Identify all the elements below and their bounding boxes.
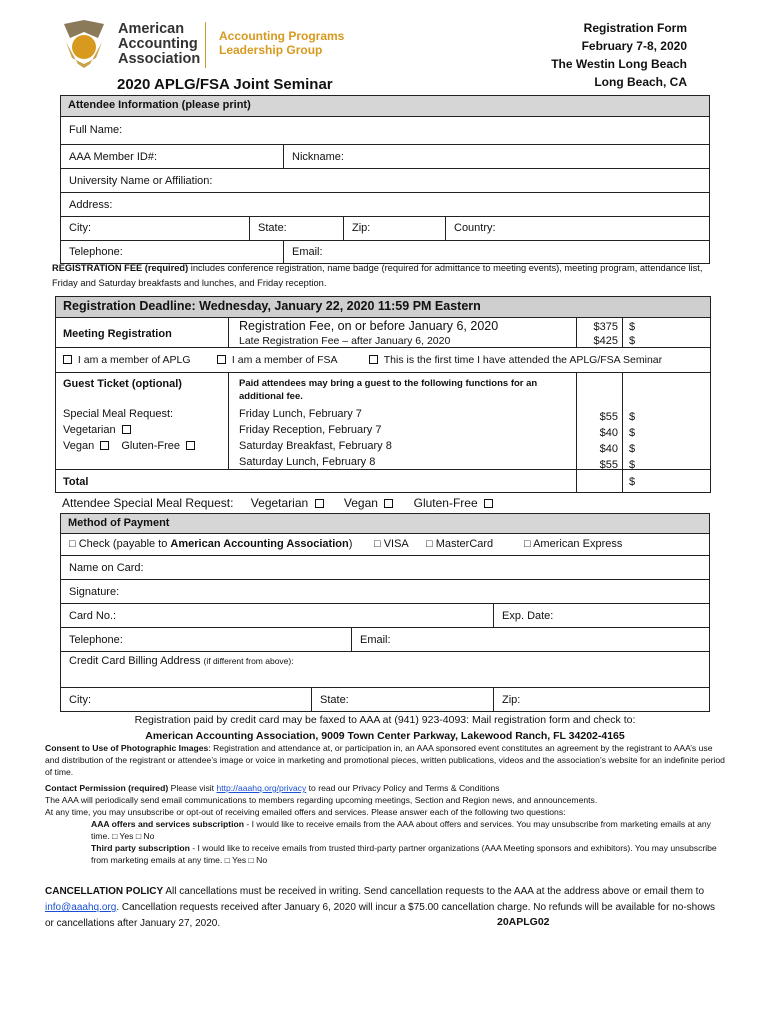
- payment-email-field[interactable]: Email:: [351, 628, 709, 651]
- payment-section-title: Method of Payment: [61, 514, 709, 533]
- event-dollar-input[interactable]: $: [629, 443, 636, 455]
- registration-box: [55, 296, 711, 493]
- aplg-wordmark: Accounting Programs Leadership Group: [219, 29, 345, 57]
- billing-address-field[interactable]: Credit Card Billing Address (if different from above):: [69, 655, 294, 667]
- special-meal-label: Special Meal Request:: [63, 408, 174, 420]
- attendee-section-title: Attendee Information (please print): [61, 96, 709, 116]
- member-id-field[interactable]: AAA Member ID#:: [69, 151, 158, 163]
- university-field[interactable]: University Name or Affiliation:: [69, 175, 213, 187]
- card-number-field[interactable]: Card No.:: [69, 610, 117, 622]
- aplg-member-checkbox[interactable]: [63, 355, 72, 364]
- telephone-field[interactable]: Telephone:: [69, 246, 123, 258]
- amex-option[interactable]: □ American Express: [524, 538, 623, 550]
- guest-gluten-free-checkbox[interactable]: [186, 441, 195, 450]
- event-name: Friday Reception, February 7: [239, 424, 382, 436]
- attendee-meal-label: Attendee Special Meal Request:: [62, 496, 234, 510]
- aaa-logo-icon: [58, 18, 110, 70]
- fsa-member-label: I am a member of FSA: [231, 354, 338, 366]
- event-price: $55: [599, 411, 618, 423]
- full-name-field[interactable]: Full Name:: [69, 124, 123, 136]
- signature-field[interactable]: Signature:: [69, 586, 120, 598]
- event-price: $40: [599, 427, 618, 439]
- fsa-member-checkbox[interactable]: [217, 355, 226, 364]
- billing-zip-field[interactable]: Zip:: [493, 688, 709, 711]
- event-dollar-inputs: [629, 409, 635, 473]
- event-dollar-input[interactable]: $: [629, 459, 636, 471]
- info-email-link[interactable]: info@aaahq.org: [45, 902, 117, 913]
- check-option[interactable]: □ Check (payable to American Accounting Association): [69, 538, 353, 550]
- attendee-vegan-checkbox[interactable]: [384, 499, 393, 508]
- total-row: [56, 469, 710, 492]
- first-time-checkbox[interactable]: [369, 355, 378, 364]
- event-price: $55: [599, 459, 618, 471]
- guest-vegan-checkbox[interactable]: [100, 441, 109, 450]
- visa-option[interactable]: □ VISA: [374, 538, 409, 550]
- billing-state-field[interactable]: State:: [311, 688, 493, 711]
- event-dollar-input[interactable]: $: [629, 427, 636, 439]
- dollar-late-input[interactable]: $: [629, 335, 636, 347]
- attendee-info-table: [60, 95, 710, 264]
- amount-late: $425: [593, 335, 618, 347]
- name-on-card-field[interactable]: Name on Card:: [69, 562, 144, 574]
- cancellation-policy: CANCELLATION POLICY All cancellations must be received in writing. Send cancellation requests to the AAA at the address above or email them to info@aaahq.org. Cancellation requests received after January 6, 2020 will incur a $75.00 cancellation charge. No refunds will be available for no-shows or cancellations after January 27, 2020.: [45, 886, 715, 929]
- event-price: $40: [599, 443, 618, 455]
- state-field[interactable]: State:: [249, 217, 343, 240]
- attendee-vegetarian-checkbox[interactable]: [315, 499, 324, 508]
- zip-field[interactable]: Zip:: [343, 217, 445, 240]
- form-code: 20APLG02: [497, 916, 550, 928]
- event-info: [551, 19, 687, 91]
- guest-note: Paid attendees may bring a guest to the following functions for an additional fee.: [239, 378, 538, 402]
- membership-row: [56, 347, 710, 369]
- exp-date-field[interactable]: Exp. Date:: [493, 604, 709, 627]
- nickname-field[interactable]: Nickname:: [283, 145, 709, 168]
- payment-table: [60, 513, 710, 712]
- guest-ticket-block: [56, 372, 710, 469]
- photo-consent: Consent to Use of Photographic Images: Registration and attendance at, or participation in, an AAA sponsored event constitutes an agreement by the registrant to AAA’s use and distribution of the registrant or attendee’s image or voice in marketing and promotional pieces, written publications, videos and the association’s website for an indefinite period of time.: [45, 743, 725, 777]
- event-dates: February 7-8, 2020: [581, 39, 687, 53]
- seminar-title: 2020 APLG/FSA Joint Seminar: [117, 76, 333, 93]
- guest-vegetarian-checkbox[interactable]: [122, 425, 131, 434]
- event-name: Friday Lunch, February 7: [239, 408, 362, 420]
- registration-fee-note: REGISTRATION FEE (required) includes conference registration, name badge (required for admittance to meeting events), meeting program, attendance list, Friday and Saturday breakfasts and lunches, and Friday reception.: [52, 263, 703, 288]
- fee-early-label: Registration Fee, on or before January 6, 2020: [239, 319, 499, 333]
- aplg-member-label: I am a member of APLG: [77, 354, 191, 366]
- mastercard-option[interactable]: □ MasterCard: [426, 538, 494, 550]
- fax-line: Registration paid by credit card may be faxed to AAA at (941) 923-4093: Mail registration form and check to:: [134, 714, 636, 726]
- dollar-early-input[interactable]: $: [629, 321, 636, 333]
- guest-vegetarian-label: Vegetarian: [63, 424, 116, 436]
- first-time-label: This is the first time I have attended the APLG/FSA Seminar: [383, 354, 663, 366]
- address-field[interactable]: Address:: [69, 199, 113, 211]
- event-venue: The Westin Long Beach: [551, 57, 687, 71]
- country-field[interactable]: Country:: [445, 217, 709, 240]
- privacy-link[interactable]: http://aaahq.org/privacy: [216, 783, 307, 793]
- event-prices: [578, 409, 618, 473]
- attendee-gluten-free-checkbox[interactable]: [484, 499, 493, 508]
- payment-telephone-field[interactable]: Telephone:: [69, 634, 123, 646]
- billing-city-field[interactable]: City:: [69, 694, 91, 706]
- mail-address: American Accounting Association, 9009 Town Center Parkway, Lakewood Ranch, FL 34202-4165: [145, 730, 625, 742]
- city-field[interactable]: City:: [69, 222, 91, 234]
- meeting-registration-label: Meeting Registration: [63, 328, 172, 340]
- amount-early: $375: [593, 321, 618, 333]
- fax-mail-info: [0, 712, 770, 744]
- event-dollar-input[interactable]: $: [629, 411, 636, 423]
- event-name: Saturday Breakfast, February 8: [239, 440, 392, 452]
- guest-ticket-label: Guest Ticket (optional): [63, 378, 182, 390]
- event-city: Long Beach, CA: [594, 75, 687, 89]
- event-list: [239, 406, 392, 470]
- attendee-vegan-label: Vegan: [343, 496, 378, 510]
- attendee-gluten-free-label: Gluten-Free: [413, 496, 478, 510]
- email-field[interactable]: Email:: [283, 241, 709, 263]
- attendee-meal-row: [62, 496, 496, 510]
- guest-gluten-free-label: Gluten-Free: [121, 440, 181, 452]
- attendee-vegetarian-label: Vegetarian: [250, 496, 309, 510]
- aaa-wordmark: American Accounting Association: [118, 21, 201, 67]
- registration-deadline: Registration Deadline: Wednesday, January 22, 2020 11:59 PM Eastern: [56, 297, 710, 317]
- event-name: Saturday Lunch, February 8: [239, 456, 376, 468]
- total-dollar-input[interactable]: $: [629, 476, 636, 488]
- logo-divider: [205, 22, 206, 68]
- form-title: Registration Form: [583, 21, 687, 35]
- total-label: Total: [63, 476, 89, 488]
- meeting-registration-row: [56, 317, 710, 347]
- contact-permission: Contact Permission (required) Please visit http://aaahq.org/privacy to read our Privacy Policy and Terms & Conditions The AAA will periodically send email communications to members regarding upcoming meetings, Section and Region news, and announcements. At any time, you may unsubscribe or opt-out of receiving emailed offers and services. Please answer each of the following two questions: AAA offers and services subscription - I would like to receive emails from the AAA about offers and services. You may unsubscribe from marketing emails at any time. □ Yes □ No Third party subscription - I would like to receive emails from trusted third-party partner organizations (AAA Meeting sponsors and exhibitors). You may unsubscribe from marketing emails at any time. □ Yes □ No: [45, 783, 717, 865]
- fee-late-label: Late Registration Fee – after January 6, 2020: [239, 335, 451, 347]
- guest-vegan-label: Vegan: [63, 440, 95, 452]
